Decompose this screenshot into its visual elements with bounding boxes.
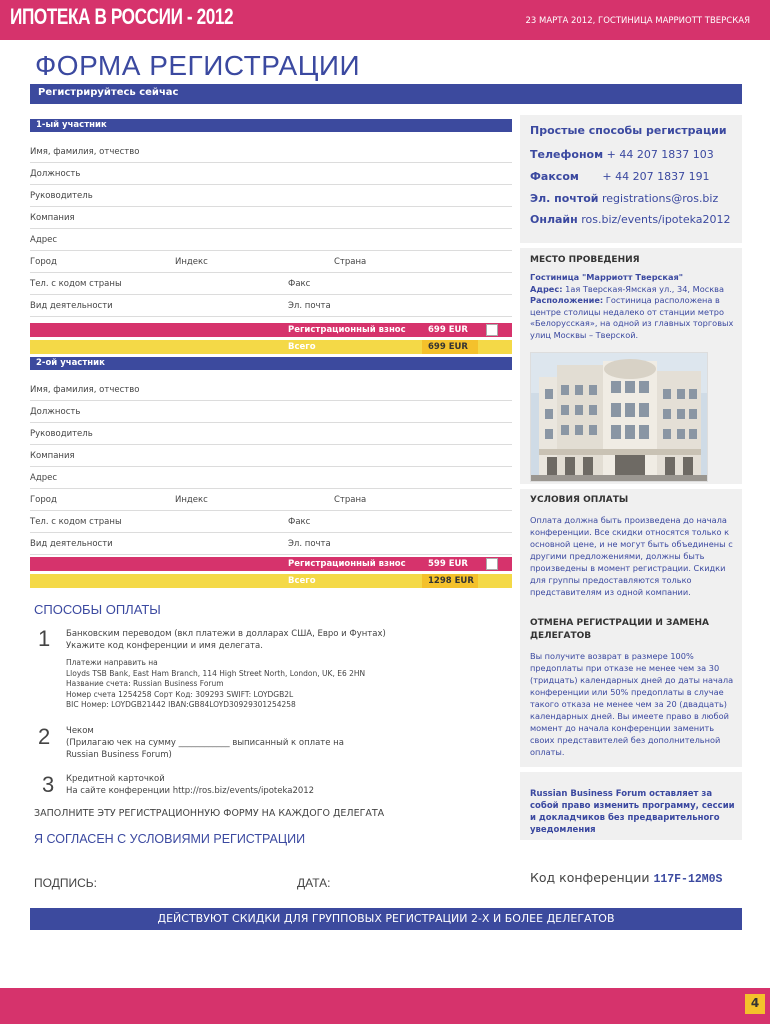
payment-option-2-number: 2 bbox=[38, 724, 51, 749]
contact-online[interactable] bbox=[530, 213, 731, 226]
p2-city-label: Город bbox=[30, 495, 57, 505]
bank-details-line: Платежи направить на bbox=[66, 658, 158, 667]
p2-fee-amount: 599 EUR bbox=[428, 559, 468, 569]
agree-terms-label: Я СОГЛАСЕН С УСЛОВИЯМИ РЕГИСТРАЦИИ bbox=[34, 832, 306, 846]
p2-position-label: Должность bbox=[30, 407, 81, 417]
phone-label: Телефоном bbox=[530, 148, 604, 161]
venue-details bbox=[530, 272, 740, 341]
p2-fee-label: Регистрационный взнос bbox=[288, 559, 406, 569]
contact-email[interactable] bbox=[530, 192, 718, 205]
p2-postcode-label: Индекс bbox=[175, 495, 208, 505]
payment-terms-text: Оплата должна быть произведена до начала конференции. Все скидки относятся только к основной цене, и не могут быть объединены с другими предложениями, должны быть произведены в момент регистрации. Скидки для группы предоставляются только представителям из одной компании. bbox=[530, 515, 733, 597]
p1-phone-row[interactable] bbox=[30, 273, 512, 295]
p1-fee-row bbox=[30, 323, 512, 337]
p1-full-name-label: Имя, фамилия, отчество bbox=[30, 147, 140, 157]
page-title: ФОРМА РЕГИСТРАЦИИ bbox=[35, 50, 361, 81]
date-label: ДАТА: bbox=[297, 876, 331, 890]
p1-city-row[interactable] bbox=[30, 251, 512, 273]
payment-option-3-text bbox=[66, 773, 314, 797]
publication-title: ИПОТЕКА В РОССИИ - 2012 bbox=[10, 4, 234, 29]
fax-label: Факсом bbox=[530, 170, 579, 183]
p1-address-row[interactable] bbox=[30, 229, 512, 251]
bank-details-line: Номер счета 1254258 Сорт Код: 309293 SWIFT: LOYDGB2L bbox=[66, 689, 294, 699]
p1-fee-label: Регистрационный взнос bbox=[288, 325, 406, 335]
online-label: Онлайн bbox=[530, 213, 578, 226]
p1-address-label: Адрес bbox=[30, 235, 57, 245]
email-label: Эл. почтой bbox=[530, 192, 599, 205]
online-value: ros.biz/events/ipoteka2012 bbox=[581, 213, 731, 226]
address-label: Адрес: bbox=[530, 283, 563, 294]
p2-total-amount: 1298 EUR bbox=[422, 574, 478, 588]
p1-fee-checkbox[interactable] bbox=[486, 324, 498, 336]
p2-phone-label: Тел. с кодом страны bbox=[30, 517, 122, 527]
group-discount-banner: ДЕЙСТВУЮТ СКИДКИ ДЛЯ ГРУППОВЫХ РЕГИСТРАЦИИ 2-Х И БОЛЕЕ ДЕЛЕГАТОВ bbox=[30, 908, 742, 930]
p1-full-name-row[interactable] bbox=[30, 141, 512, 163]
card-link[interactable]: На сайте конференции http://ros.biz/events/ipoteka2012 bbox=[66, 786, 315, 796]
conference-code bbox=[530, 870, 722, 886]
p1-position-row[interactable] bbox=[30, 163, 512, 185]
p1-country-label: Страна bbox=[334, 257, 367, 267]
bank-details-line: BIC Номер: LOYDGB21442 IBAN:GB84LOYD30929301254258 bbox=[66, 700, 296, 709]
hotel-name: Гостиница "Марриотт Тверская" bbox=[530, 272, 684, 282]
location-value: Гостиница расположена в центре столицы недалеко от станции метро «Белорусская», на одной из главных торговых улиц Москвы – Тверской. bbox=[530, 295, 734, 340]
p2-city-row[interactable] bbox=[30, 489, 512, 511]
register-now-bar: Регистрируйтесь сейчас bbox=[30, 84, 742, 104]
signature-label: ПОДПИСЬ: bbox=[34, 876, 97, 890]
participant-1-heading: 1-ый участник bbox=[30, 119, 512, 132]
p1-phone-label: Тел. с кодом страны bbox=[30, 279, 122, 289]
conference-code-label: Код конференции bbox=[530, 870, 650, 885]
location-label: Расположение: bbox=[530, 295, 604, 305]
p2-activity-row[interactable] bbox=[30, 533, 512, 555]
p2-address-label: Адрес bbox=[30, 473, 57, 483]
p2-fee-checkbox[interactable] bbox=[486, 558, 498, 570]
p1-city-label: Город bbox=[30, 257, 57, 267]
bank-details-line: Lloyds TSB Bank, East Ham Branch, 114 High Street North, London, UK, E6 2HN bbox=[66, 668, 366, 678]
p2-activity-label: Вид деятельности bbox=[30, 539, 113, 549]
venue-heading: МЕСТО ПРОВЕДЕНИЯ bbox=[530, 255, 640, 265]
p2-manager-row[interactable] bbox=[30, 423, 512, 445]
payment-option-2-text bbox=[66, 725, 344, 761]
p2-manager-label: Руководитель bbox=[30, 429, 93, 439]
p1-fee-amount: 699 EUR bbox=[428, 325, 468, 335]
p1-manager-label: Руководитель bbox=[30, 191, 93, 201]
conference-code-value: 117F-12M0S bbox=[653, 873, 723, 886]
p2-email-label: Эл. почта bbox=[288, 539, 331, 549]
p2-total-label: Всего bbox=[288, 576, 316, 586]
bank-transfer-label: Банковским переводом (вкл платежи в долларах США, Евро и Фунтах) bbox=[66, 629, 386, 639]
p1-postcode-label: Индекс bbox=[175, 257, 208, 267]
p1-fax-label: Факс bbox=[288, 279, 311, 289]
p1-company-label: Компания bbox=[30, 213, 75, 223]
email-value: registrations@ros.biz bbox=[602, 192, 719, 205]
cheque-label: Чеком bbox=[66, 726, 94, 736]
p1-total-label: Всего bbox=[288, 342, 316, 352]
page-number: 4 bbox=[745, 994, 765, 1014]
fill-per-delegate-note: ЗАПОЛНИТЕ ЭТУ РЕГИСТРАЦИОННУЮ ФОРМУ НА КАЖДОГО ДЕЛЕГАТА bbox=[34, 808, 385, 819]
p1-manager-row[interactable] bbox=[30, 185, 512, 207]
bank-transfer-note: Укажите код конференции и имя делегата. bbox=[66, 641, 263, 651]
footer-bar bbox=[0, 988, 770, 1024]
p2-full-name-row[interactable] bbox=[30, 379, 512, 401]
event-info: 23 МАРТА 2012, ГОСТИНИЦА МАРРИОТТ ТВЕРСКАЯ bbox=[525, 16, 750, 26]
p1-activity-label: Вид деятельности bbox=[30, 301, 113, 311]
p2-company-label: Компания bbox=[30, 451, 75, 461]
address-value: 1ая Тверская-Ямская ул., 34, Москва bbox=[565, 283, 724, 294]
p1-total-amount: 699 EUR bbox=[422, 340, 478, 354]
p2-phone-row[interactable] bbox=[30, 511, 512, 533]
cancellation-heading: ОТМЕНА РЕГИСТРАЦИИ И ЗАМЕНА ДЕЛЕГАТОВ bbox=[530, 618, 710, 641]
p2-country-label: Страна bbox=[334, 495, 367, 505]
payment-option-1-text bbox=[66, 628, 386, 652]
program-change-note: Russian Business Forum оставляет за собой право изменить программу, сессии и докладчиков без предварительного уведомления bbox=[530, 789, 735, 835]
payment-terms-heading: УСЛОВИЯ ОПЛАТЫ bbox=[530, 495, 629, 505]
payment-option-1-number: 1 bbox=[38, 626, 51, 651]
cancellation-text: Вы получите возврат в размере 100% предоплаты при отказе не менее чем за 30 (тридцать) календарных дней до даты начала конференции или 50% предоплаты в случае такого отказа не менее чем за 20 (двадцать) календарных дней. Вы имеете право в любой момент до начала конференции заменить своих представителей без дополнительной оплаты. bbox=[530, 651, 734, 757]
p2-company-row[interactable] bbox=[30, 445, 512, 467]
p2-position-row[interactable] bbox=[30, 401, 512, 423]
cheque-amount-line: (Прилагаю чек на сумму ____________ выписанный к оплате на bbox=[66, 738, 344, 748]
hotel-photo bbox=[530, 352, 708, 482]
p1-position-label: Должность bbox=[30, 169, 81, 179]
p2-address-row[interactable] bbox=[30, 467, 512, 489]
payment-methods-heading: СПОСОБЫ ОПЛАТЫ bbox=[34, 602, 161, 617]
p2-total-row bbox=[30, 574, 512, 588]
fax-value: + 44 207 1837 191 bbox=[602, 170, 710, 183]
payment-option-3-number: 3 bbox=[42, 772, 55, 797]
contacts-heading: Простые способы регистрации bbox=[530, 124, 727, 137]
p2-fax-label: Факс bbox=[288, 517, 311, 527]
p1-activity-row[interactable] bbox=[30, 295, 512, 317]
contact-fax[interactable] bbox=[530, 170, 710, 183]
participant-2-heading: 2-ой участник bbox=[30, 357, 512, 370]
phone-value: + 44 207 1837 103 bbox=[606, 148, 714, 161]
p1-company-row[interactable] bbox=[30, 207, 512, 229]
header-bar bbox=[0, 0, 770, 40]
bank-details-line: Название счета: Russian Business Forum bbox=[66, 679, 224, 688]
hotel-building-illustration bbox=[531, 353, 708, 482]
card-label: Кредитной карточкой bbox=[66, 774, 165, 784]
p2-fee-row bbox=[30, 557, 512, 571]
p1-total-row bbox=[30, 340, 512, 354]
bank-details bbox=[66, 658, 365, 711]
p2-full-name-label: Имя, фамилия, отчество bbox=[30, 385, 140, 395]
contact-phone[interactable] bbox=[530, 148, 714, 161]
p1-email-label: Эл. почта bbox=[288, 301, 331, 311]
cheque-payee: Russian Business Forum) bbox=[66, 750, 172, 760]
